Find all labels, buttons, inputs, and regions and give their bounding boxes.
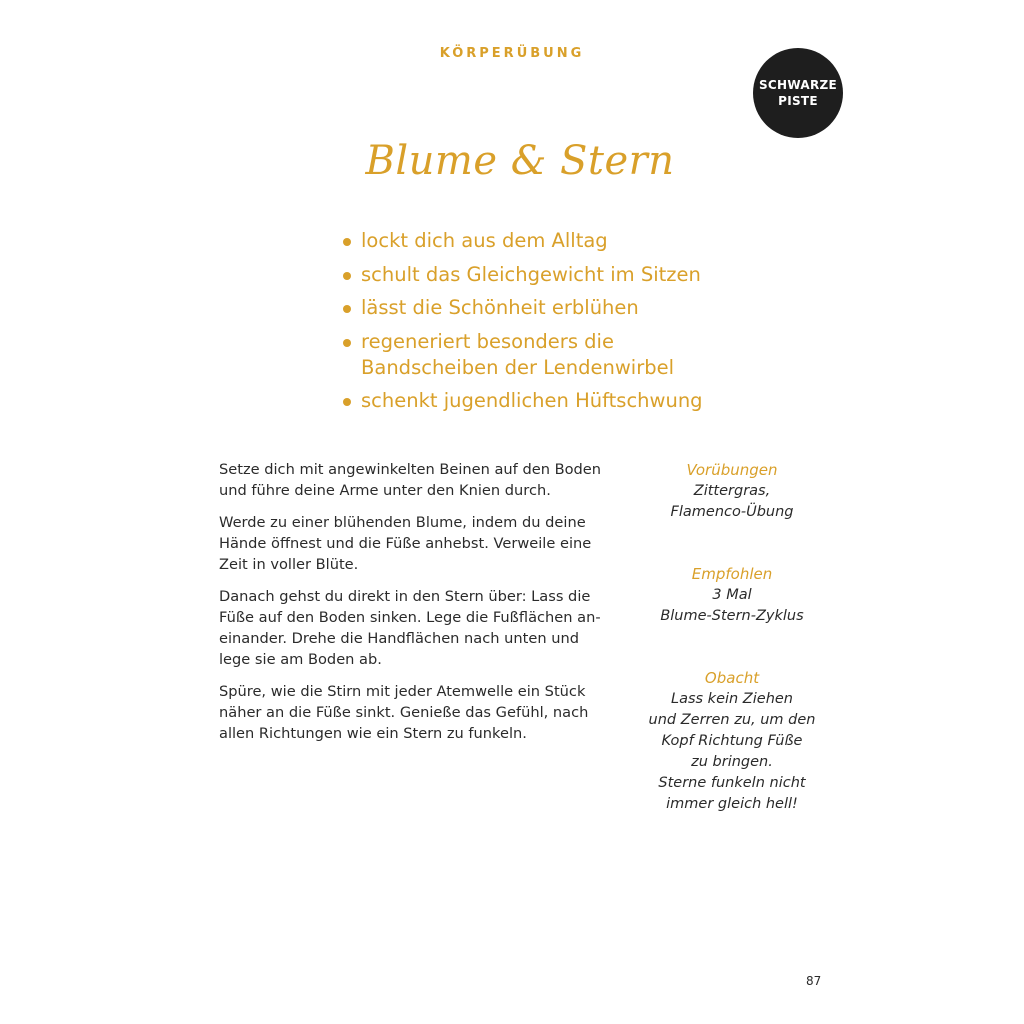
bullet-icon [343, 238, 351, 246]
benefit-item [342, 295, 742, 321]
bullet-icon [343, 272, 351, 280]
note-line: 3 Mal [712, 587, 752, 603]
instructions [219, 459, 615, 755]
note-recommended [640, 564, 824, 627]
benefit-text: lässt die Schönheit erblühen [361, 296, 639, 319]
badge-line-2: PISTE [778, 94, 818, 108]
benefit-text: schult das Gleichgewicht im Sitzen [361, 262, 701, 286]
text-line: allen Richtungen wie ein Stern zu funkeln. [219, 725, 527, 742]
text-line: einander. Drehe die Handflächen nach unten und [219, 630, 580, 647]
benefit-item [342, 262, 742, 288]
sidebar-notes [640, 460, 824, 856]
badge-line-1: SCHWARZE [758, 78, 837, 92]
benefit-text: regeneriert besonders die [361, 329, 614, 353]
benefit-text: lockt dich aus dem Alltag [361, 229, 608, 252]
benefit-text: schenkt jugendlichen Hüftschwung [361, 389, 703, 412]
text-line: lege sie am Boden ab. [219, 651, 382, 668]
note-line: Kopf Richtung Füße [661, 733, 803, 749]
bullet-icon [343, 339, 351, 347]
note-heading: Empfohlen [691, 565, 773, 583]
instruction-paragraph [219, 586, 615, 670]
text-line: und führe deine Arme unter den Knien durch. [219, 482, 551, 499]
benefit-item [342, 388, 742, 414]
exercise-title: Blume & Stern [365, 138, 675, 184]
bullet-icon [343, 305, 351, 313]
note-line: immer gleich hell! [666, 796, 798, 812]
page-number: 87 [806, 974, 822, 988]
text-line: Füße auf den Boden sinken. Lege die Fußflächen an- [219, 609, 601, 626]
note-line: Zittergras, [693, 483, 771, 499]
benefit-item [342, 329, 742, 381]
note-line: Flamenco-Übung [670, 504, 794, 520]
benefit-text: Bandscheiben der Lendenwirbel [361, 355, 675, 379]
instruction-paragraph [219, 459, 615, 501]
instruction-paragraph [219, 512, 615, 575]
text-line: näher an die Füße sinkt. Genieße das Gefühl, nach [219, 704, 589, 721]
note-caution [640, 668, 824, 815]
difficulty-badge [753, 48, 843, 138]
bullet-icon [343, 398, 351, 406]
text-line: Werde zu einer blühenden Blume, indem du deine [219, 514, 586, 531]
note-heading: Vorübungen [686, 461, 778, 479]
text-line: Danach gehst du direkt in den Stern über: Lass die [219, 588, 591, 605]
note-line: und Zerren zu, um den [648, 712, 816, 728]
note-prerequisites [640, 460, 824, 523]
text-line: Spüre, wie die Stirn mit jeder Atemwelle ein Stück [219, 683, 586, 700]
text-line: Hände öffnest und die Füße anhebst. Verweile eine [219, 535, 592, 552]
note-line: zu bringen. [691, 754, 773, 770]
text-line: Setze dich mit angewinkelten Beinen auf den Boden [219, 461, 602, 478]
benefits-list [342, 228, 742, 422]
benefit-item [342, 228, 742, 254]
text-line: Zeit in voller Blüte. [219, 556, 359, 573]
note-line: Blume-Stern-Zyklus [660, 608, 804, 624]
note-heading: Obacht [704, 669, 760, 687]
note-line: Sterne funkeln nicht [658, 775, 806, 791]
section-label: KÖRPERÜBUNG [439, 46, 585, 61]
instruction-paragraph [219, 681, 615, 744]
note-line: Lass kein Ziehen [670, 691, 793, 707]
